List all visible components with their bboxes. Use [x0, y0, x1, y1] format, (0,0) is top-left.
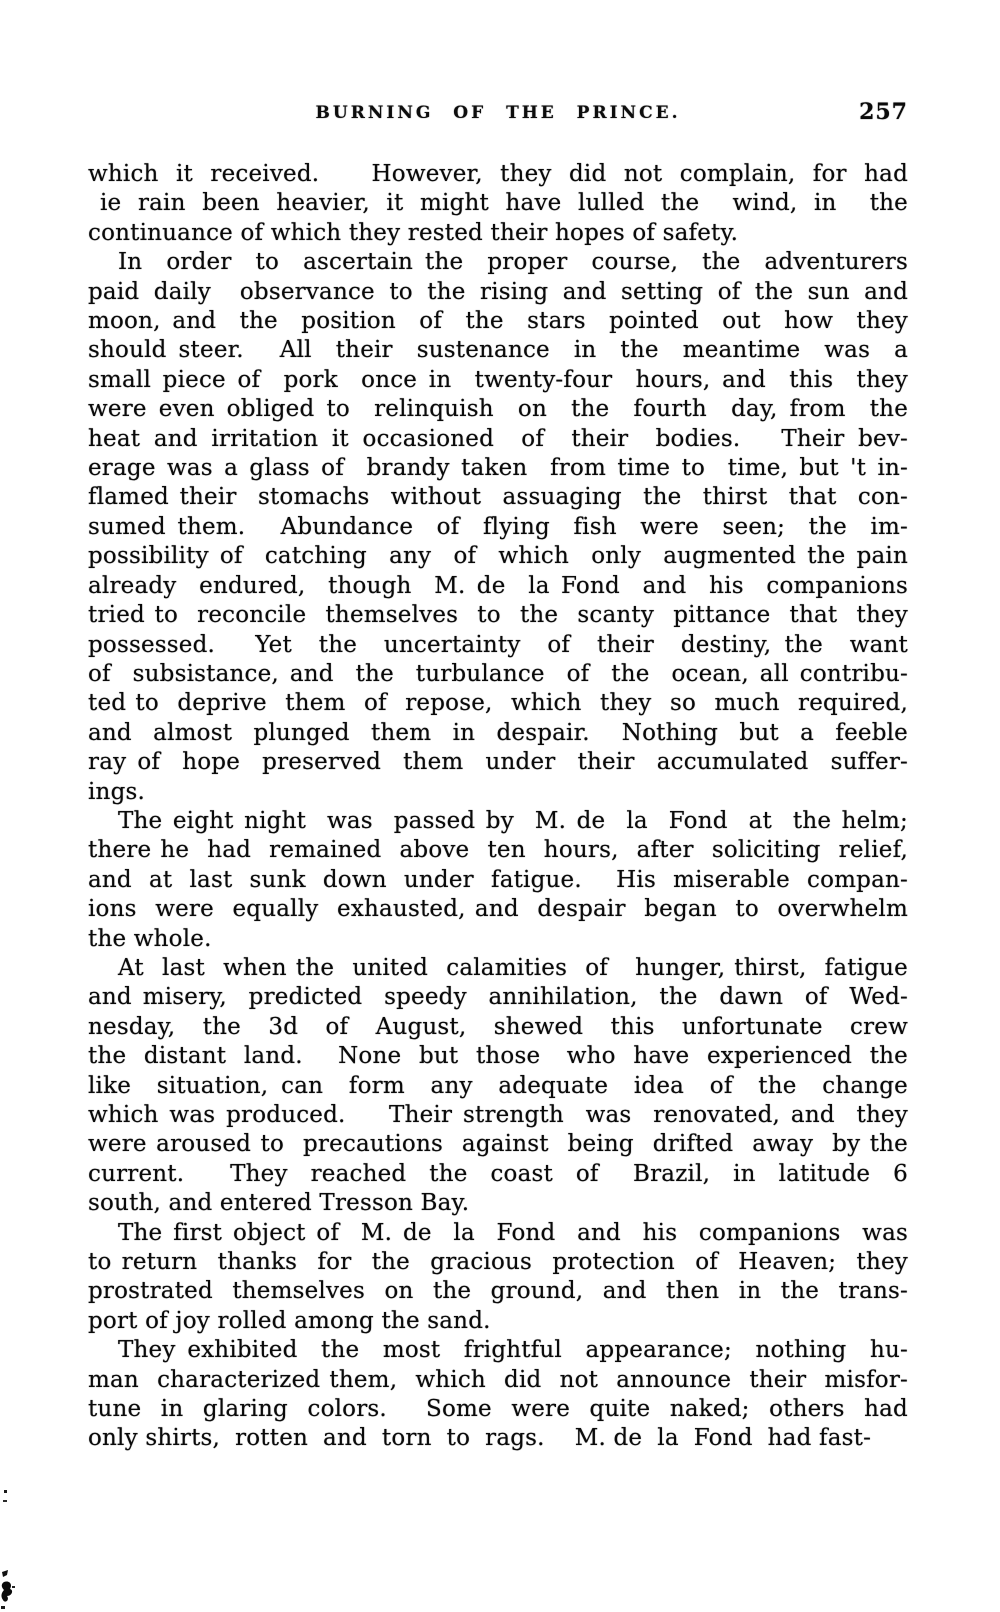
text-line: man characterized them, which did not announce their misfor- [88, 1366, 908, 1393]
text-line: possibility of catching any of which only augmented the pain [88, 543, 908, 570]
text-line: tune in glaring colors. Some were quite naked; others had [88, 1396, 908, 1423]
page-number: 257 [859, 99, 908, 125]
header-title: BURNING OF THE PRINCE. [315, 103, 681, 123]
text-line: erage was a glass of brandy taken from time to time, but 't in- [88, 455, 908, 482]
text-line: to return thanks for the gracious protection of Heaven; they [88, 1249, 908, 1276]
paragraph [88, 807, 908, 954]
text-line: like situation, can form any adequate idea of the change [88, 1072, 908, 1099]
paragraph [88, 1219, 908, 1337]
text-line: only shirts, rotten and torn to rags. M. de la Fond had fast- [88, 1425, 872, 1452]
text-line: and at last sunk down under fatigue. His miserable compan- [88, 866, 908, 893]
text-line: possessed. Yet the uncertainty of their destiny, the want [88, 631, 908, 658]
text-line: nesday, the 3d of August, shewed this unfortunate crew [88, 1013, 908, 1040]
text-line: The first object of M. de la Fond and his companions was [118, 1219, 908, 1246]
text-line: ray of hope preserved them under their accumulated suffer- [88, 749, 908, 776]
text-line: flamed their stomachs without assuaging the thirst that con- [88, 484, 908, 511]
text-line: already endured, though M. de la Fond and his companions [88, 572, 908, 599]
text-line: and misery, predicted speedy annihilation, the dawn of Wed- [88, 984, 908, 1011]
text-line: were aroused to precautions against being drifted away by the [88, 1131, 908, 1158]
text-line: the distant land. None but those who have experienced the [88, 1043, 908, 1070]
paragraph [88, 1336, 908, 1454]
text-line: sumed them. Abundance of flying fish were seen; the im- [88, 513, 908, 540]
text-line: south, and entered Tresson Bay. [88, 1190, 470, 1217]
text-line: moon, and the position of the stars pointed out how they [88, 308, 908, 335]
text-line: paid daily observance to the rising and setting of the sun and [88, 278, 908, 305]
paragraph [88, 248, 908, 807]
text-line: ted to deprive them of repose, which they so much required, [88, 690, 908, 717]
text-line: of subsistance, and the turbulance of the ocean, all contribu- [88, 660, 908, 687]
text-line: The eight night was passed by M. de la Fond at the helm; [118, 807, 908, 834]
paragraph [88, 160, 908, 248]
text-line: In order to ascertain the proper course, the adventurers [118, 249, 908, 276]
text-line: which it received. However, they did not complain, for had [88, 161, 908, 187]
text-line: heat and irritation it occasioned of their bodies. Their bev- [88, 425, 908, 452]
text-line: small piece of pork once in twenty-four hours, and this they [88, 366, 908, 393]
paragraph [88, 954, 908, 1219]
text-line: which was produced. Their strength was renovated, and they [88, 1102, 908, 1128]
text-line: there he had remained above ten hours, after soliciting relief, [88, 837, 908, 864]
text-line: prostrated themselves on the ground, and then in the trans- [88, 1278, 908, 1305]
text-line: ions were equally exhausted, and despair began to overwhelm [88, 896, 908, 923]
text-line: were even obliged to relinquish on the fourth day, from the [88, 396, 908, 423]
text-line: At last when the united calamities of hunger, thirst, fatigue [118, 954, 908, 981]
text-line: ie rain been heavier, it might have lulled the wind, in the [100, 190, 908, 217]
text-line: the whole. [88, 925, 212, 952]
text-line: port of joy rolled among the sand. [88, 1307, 491, 1334]
text-line: tried to reconcile themselves to the scanty pittance that they [88, 602, 908, 629]
text-line: continuance of which they rested their hopes of safety. [88, 219, 739, 246]
running-header [88, 99, 908, 133]
text-line: ings. [88, 778, 146, 805]
text-line: should steer. All their sustenance in the meantime was a [88, 337, 908, 364]
ink-smudge [0, 1480, 40, 1612]
text-line: They exhibited the most frightful appearance; nothing hu- [118, 1337, 908, 1364]
page-body [88, 160, 908, 1454]
text-line: and almost plunged them in despair. Nothing but a feeble [88, 719, 908, 746]
text-line: current. They reached the coast of Brazil, in latitude 6 [88, 1160, 908, 1187]
